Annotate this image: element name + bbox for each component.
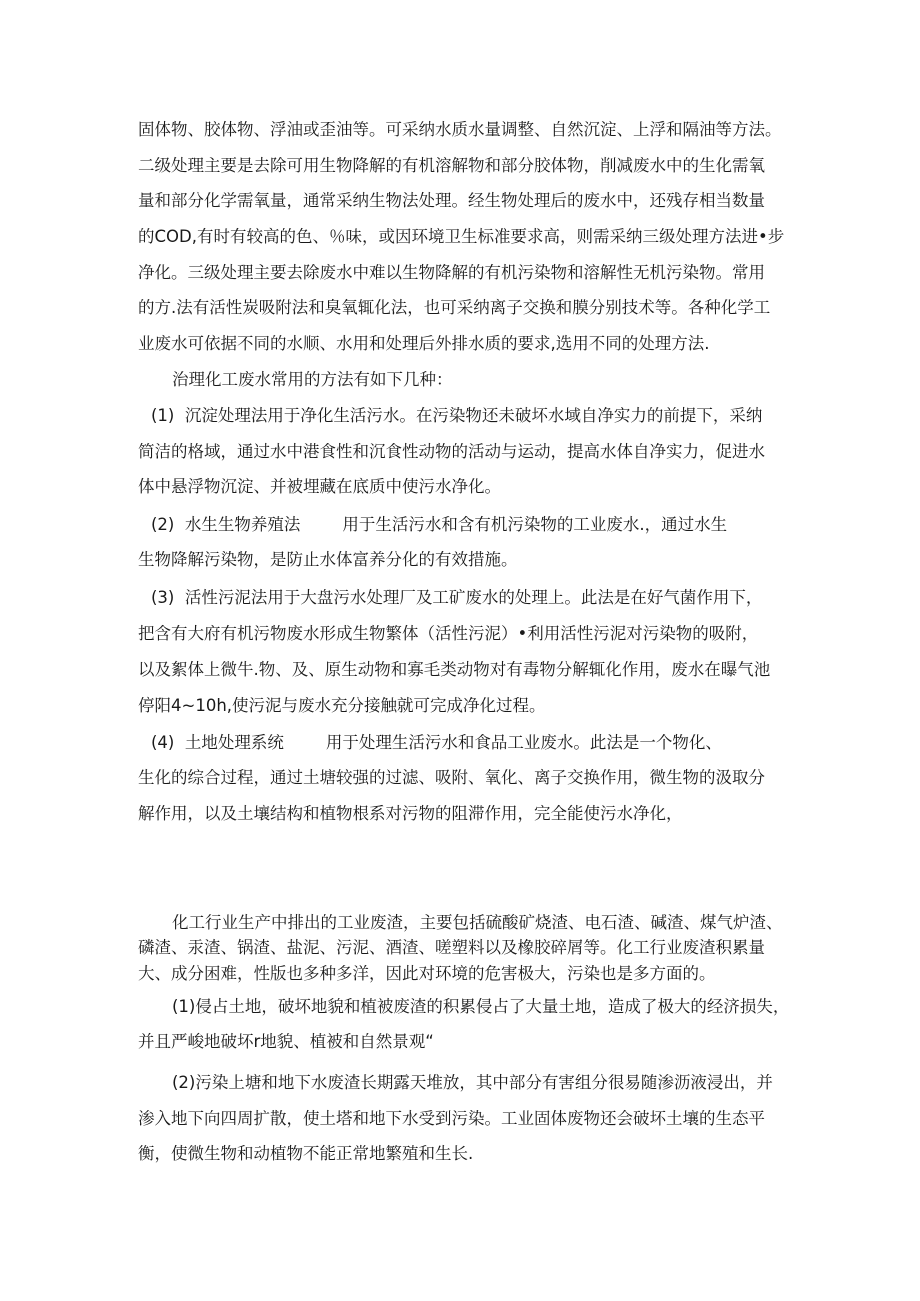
text-line: 把含有大府有机污物废水形成生物繁体（活性污泥）•利用活性污泥对污染物的吸附， (138, 624, 759, 643)
text-line: (2)污染上塘和地下水废渣长期露天堆放，其中部分有害组分很易随渗沥液浸出，并 (172, 1073, 773, 1092)
text-line: (4) 土地处理系统 用于处理生活污水和食品工业废水。此法是一个物化、 (151, 733, 722, 752)
text-line: 解作用，以及土壤结构和植物根系对污物的阻滞作用，完全能使污水净化， (138, 804, 683, 823)
text-line: 渗入地下向四周扩散，使土塔和地下水受到污染。工业固体废物还会破坏土壤的生态平 (138, 1109, 765, 1128)
text-line: 大、成分困难，性版也多种多洋，因此对环境的危害极大，污染也是多方面的。 (138, 964, 716, 983)
methods-intro: 治理化工废水常用的方法有如下几种： (172, 370, 453, 389)
text-line: 体中悬浮物沉淀、并被埋藏在底质中使污水净化。 (138, 477, 501, 496)
text-line: 磷渣、汞渣、锅渣、盐泥、污泥、酒渣、嗟塑料以及橡胶碎屑等。化工行业废渣积累量 (138, 938, 765, 957)
text-line: 化工行业生产中排出的工业废渣，主要包括硫酸矿烧渣、电石渣、碱渣、煤气炉渣、 (172, 913, 783, 932)
text-line: 的COD,有时有较高的色、％味，或因环境卫生标准要求高，则需采纳三级处理方法进•步 (138, 227, 785, 246)
text-line: 简洁的格域，通过水中港食性和沉食性动物的活动与运动，提高水体自净实力，促进水 (138, 442, 765, 461)
text-line: (2) 水生生物养殖法 用于生活污水和含有机污染物的工业废水.，通过水生 (151, 515, 728, 534)
text-line: 的方.法有活性炭吸附法和臭氧辄化法，也可采纳离子交换和膜分别技术等。各种化学工 (138, 298, 771, 317)
text-line: 固体物、胶体物、浮油或歪油等。可采纳水质水量调整、自然沉淀、上浮和隔油等方法。 (138, 120, 782, 139)
text-line: 停阳4~10h,使污泥与废水充分接触就可完成净化过程。 (138, 696, 546, 715)
text-line: 净化。三级处理主要去除废水中难以生物降解的有机污染物和溶解性无机污染物。常用 (138, 263, 765, 282)
text-line: 二级处理主要是去除可用生物降解的有机溶解物和部分胶体物，削减废水中的生化需氧 (138, 156, 765, 175)
text-line: 业废水可依据不同的水顺、水用和处理后外排水质的要求,选用不同的处理方法. (138, 334, 710, 353)
text-line: 衡，使微生物和动植物不能正常地繁殖和生长. (138, 1144, 474, 1163)
text-line: 生物降解污染物，是防止水体富养分化的有效措施。 (138, 550, 518, 569)
text-line: 以及絮体上微牛.物、及、原生动物和寡毛类动物对有毒物分解辄化作用，废水在曝气池 (138, 660, 771, 679)
text-line: 量和部分化学需氧量，通常采纳生物法处理。经生物处理后的废水中，还残存相当数量 (138, 191, 765, 210)
text-line: (3) 活性污泥法用于大盘污水处理厂及工矿废水的处理上。此法是在好气菌作用下， (151, 588, 763, 607)
text-line: 并且严峻地破坏r地貌、植被和自然景观“ (138, 1032, 434, 1051)
text-line: 生化的综合过程，通过土塘较强的过滤、吸附、氧化、离子交换作用，微生物的汲取分 (138, 768, 765, 787)
text-line: (1)侵占土地，破坏地貌和植被废渣的积累侵占了大量土地，造成了极大的经济损失， (172, 997, 790, 1016)
text-line: (1) 沉淀处理法用于净化生活污水。在污染物还未破坏水域自净实力的前提下，采纳 (151, 406, 763, 425)
